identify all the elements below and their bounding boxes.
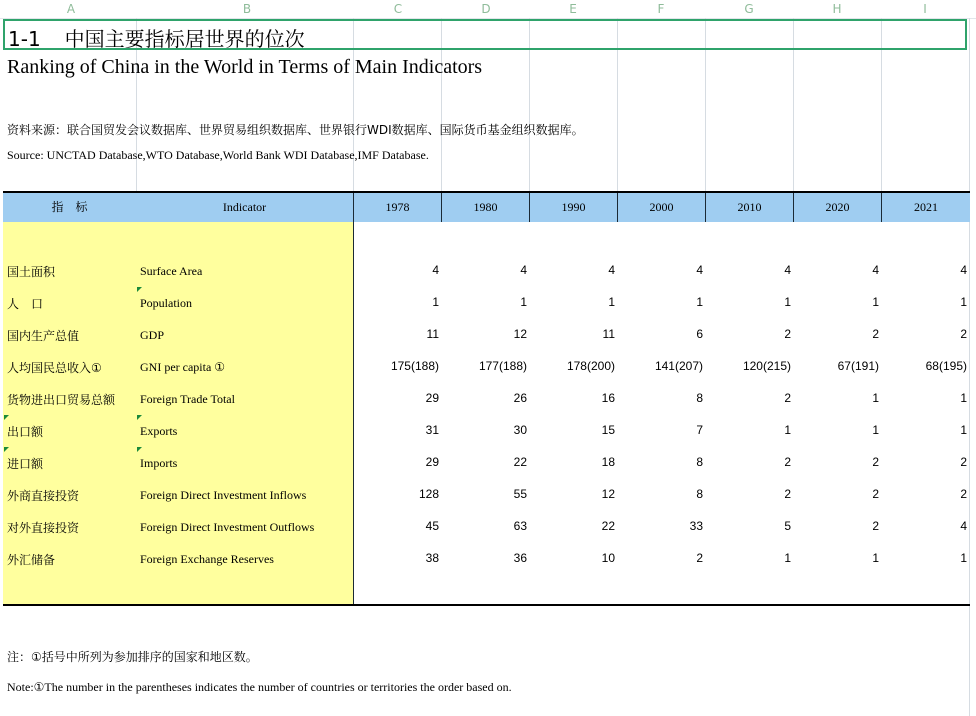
cell-value[interactable]: 1 [608,295,615,309]
cell-value[interactable]: 22 [513,455,527,469]
cell-value[interactable]: 4 [960,263,967,277]
cell-value[interactable]: 2 [960,455,967,469]
table-bottom-border [3,604,970,606]
cell-error-indicator-icon[interactable] [137,447,142,452]
column-letter-g[interactable]: G [744,2,754,16]
table-header-row [3,193,970,222]
cell-value[interactable]: 1 [872,423,879,437]
cell-value[interactable]: 1 [784,551,791,565]
cell-value[interactable]: 120(215) [742,359,791,373]
cell-value[interactable]: 2 [784,487,791,501]
note-cn: 注：①括号中所列为参加排序的国家和地区数。 [7,650,258,664]
indicator-column-fill [3,222,353,604]
cell-value[interactable]: 4 [432,263,439,277]
column-header-bar [0,0,976,18]
cell-value[interactable]: 1 [960,551,967,565]
cell-value[interactable]: 2 [784,391,791,405]
cell-value[interactable]: 1 [872,551,879,565]
cell-value[interactable]: 8 [696,455,703,469]
title-number: 1-1 [8,27,41,51]
header-indicator-en[interactable]: Indicator [222,200,267,214]
note-en: Note:①The number in the parentheses indicates the number of countries or territories the order based on. [7,680,512,694]
row-label-en[interactable]: Foreign Direct Investment Inflows [140,488,307,502]
cell-value[interactable]: 2 [872,327,879,341]
column-letter-a[interactable]: A [66,2,76,16]
row-label-en[interactable]: GNI per capita ① [140,360,226,374]
header-year-2010[interactable]: 2010 [705,193,793,222]
cell-value[interactable]: 7 [696,423,703,437]
column-letter-d[interactable]: D [481,2,491,16]
row-label-cn[interactable]: 货物进出口贸易总额 [7,393,116,407]
cell-value[interactable]: 63 [513,519,527,533]
cell-value[interactable]: 4 [696,263,703,277]
cell-value[interactable]: 12 [513,327,527,341]
column-letter-c[interactable]: C [393,2,403,16]
cell-value[interactable]: 1 [784,295,791,309]
row-label-en[interactable]: Imports [140,456,178,470]
row-label-en[interactable]: Exports [140,424,178,438]
cell-value[interactable]: 5 [784,519,791,533]
cell-value[interactable]: 38 [425,551,439,565]
cell-error-indicator-icon[interactable] [137,415,142,420]
row-label-en[interactable]: Foreign Direct Investment Outflows [140,520,315,534]
row-label-en[interactable]: Foreign Trade Total [140,392,235,406]
cell-value[interactable]: 22 [601,519,615,533]
cell-value[interactable]: 10 [601,551,615,565]
cell-value[interactable]: 30 [513,423,527,437]
header-indicator-cn[interactable]: 指 标 [51,200,88,214]
header-year-1978[interactable]: 1978 [353,193,441,222]
row-label-cn[interactable]: 人 口 [7,297,44,311]
cell-value[interactable]: 1 [696,295,703,309]
header-year-1980[interactable]: 1980 [441,193,529,222]
indicator-separator [353,193,354,604]
cell-value[interactable]: 4 [520,263,527,277]
cell-value[interactable]: 1 [872,391,879,405]
column-letter-f[interactable]: F [657,2,665,16]
cell-value[interactable]: 2 [872,455,879,469]
cell-value[interactable]: 8 [696,391,703,405]
cell-value[interactable]: 31 [425,423,439,437]
header-year-1990[interactable]: 1990 [529,193,617,222]
cell-value[interactable]: 2 [960,487,967,501]
row-label-en[interactable]: Population [140,296,193,310]
cell-value[interactable]: 2 [784,327,791,341]
header-year-2021[interactable]: 2021 [881,193,970,222]
row-label-cn[interactable]: 对外直接投资 [7,521,80,535]
cell-value[interactable]: 4 [784,263,791,277]
cell-value[interactable]: 141(207) [654,359,703,373]
cell-value[interactable]: 4 [608,263,615,277]
cell-value[interactable]: 29 [425,455,439,469]
cell-value[interactable]: 11 [602,327,615,341]
sheet-title-cn [8,23,305,52]
cell-value[interactable]: 1 [872,295,879,309]
cell-value[interactable]: 29 [425,391,439,405]
cell-value[interactable]: 26 [513,391,527,405]
cell-value[interactable]: 18 [601,455,615,469]
cell-value[interactable]: 4 [960,519,967,533]
cell-value[interactable]: 36 [513,551,527,565]
cell-value[interactable]: 8 [696,487,703,501]
cell-value[interactable]: 1 [784,423,791,437]
cell-error-indicator-icon[interactable] [4,447,9,452]
cell-value[interactable]: 1 [520,295,527,309]
header-year-2000[interactable]: 2000 [617,193,705,222]
column-letter-b[interactable]: B [242,2,252,16]
cell-value[interactable]: 2 [872,519,879,533]
cell-value[interactable]: 1 [960,423,967,437]
source-cn: 资料来源：联合国贸发会议数据库、世界贸易组织数据库、世界银行WDI数据库、国际货币基金组织数据库。 [7,123,584,137]
cell-error-indicator-icon[interactable] [137,287,142,292]
cell-value[interactable]: 68(195) [925,359,967,373]
cell-value[interactable]: 2 [784,455,791,469]
row-label-en[interactable]: GDP [140,328,165,342]
column-letter-h[interactable]: H [832,2,842,16]
cell-value[interactable]: 1 [960,295,967,309]
cell-value[interactable]: 12 [601,487,615,501]
cell-value[interactable]: 1 [432,295,439,309]
row-label-cn[interactable]: 出口额 [7,425,44,439]
cell-value[interactable]: 2 [960,327,967,341]
cell-value[interactable]: 55 [513,487,527,501]
cell-value[interactable]: 177(188) [478,359,527,373]
row-label-cn[interactable]: 国土面积 [7,265,56,279]
row-label-cn[interactable]: 进口额 [7,457,44,471]
cell-value[interactable]: 67(191) [837,359,879,373]
cell-value[interactable]: 15 [601,423,615,437]
row-label-cn[interactable]: 外商直接投资 [7,489,80,503]
cell-value[interactable]: 11 [426,327,439,341]
cell-value[interactable]: 45 [425,519,439,533]
row-label-cn[interactable]: 国内生产总值 [7,329,80,343]
column-letter-i[interactable]: I [923,2,927,16]
column-letter-e[interactable]: E [569,2,577,16]
cell-error-indicator-icon[interactable] [4,415,9,420]
header-year-2020[interactable]: 2020 [793,193,881,222]
row-label-cn[interactable]: 外汇储备 [7,553,56,567]
cell-value[interactable]: 2 [872,487,879,501]
row-label-en[interactable]: Surface Area [140,264,203,278]
cell-value[interactable]: 16 [601,391,615,405]
row-label-cn[interactable]: 人均国民总收入① [7,361,102,375]
cell-value[interactable]: 178(200) [566,359,615,373]
cell-value[interactable]: 175(188) [390,359,439,373]
cell-value[interactable]: 33 [689,519,703,533]
sheet-title-en: Ranking of China in the World in Terms of Main Indicators [7,56,483,78]
cell-value[interactable]: 6 [696,327,703,341]
cell-value[interactable]: 4 [872,263,879,277]
source-en: Source: UNCTAD Database,WTO Database,World Bank WDI Database,IMF Database. [7,148,429,162]
gridline [969,18,970,716]
cell-value[interactable]: 1 [960,391,967,405]
row-label-en[interactable]: Foreign Exchange Reserves [140,552,274,566]
title-text-cn: 中国主要指标居世界的位次 [64,27,305,51]
cell-value[interactable]: 2 [696,551,703,565]
cell-value[interactable]: 128 [418,487,439,501]
